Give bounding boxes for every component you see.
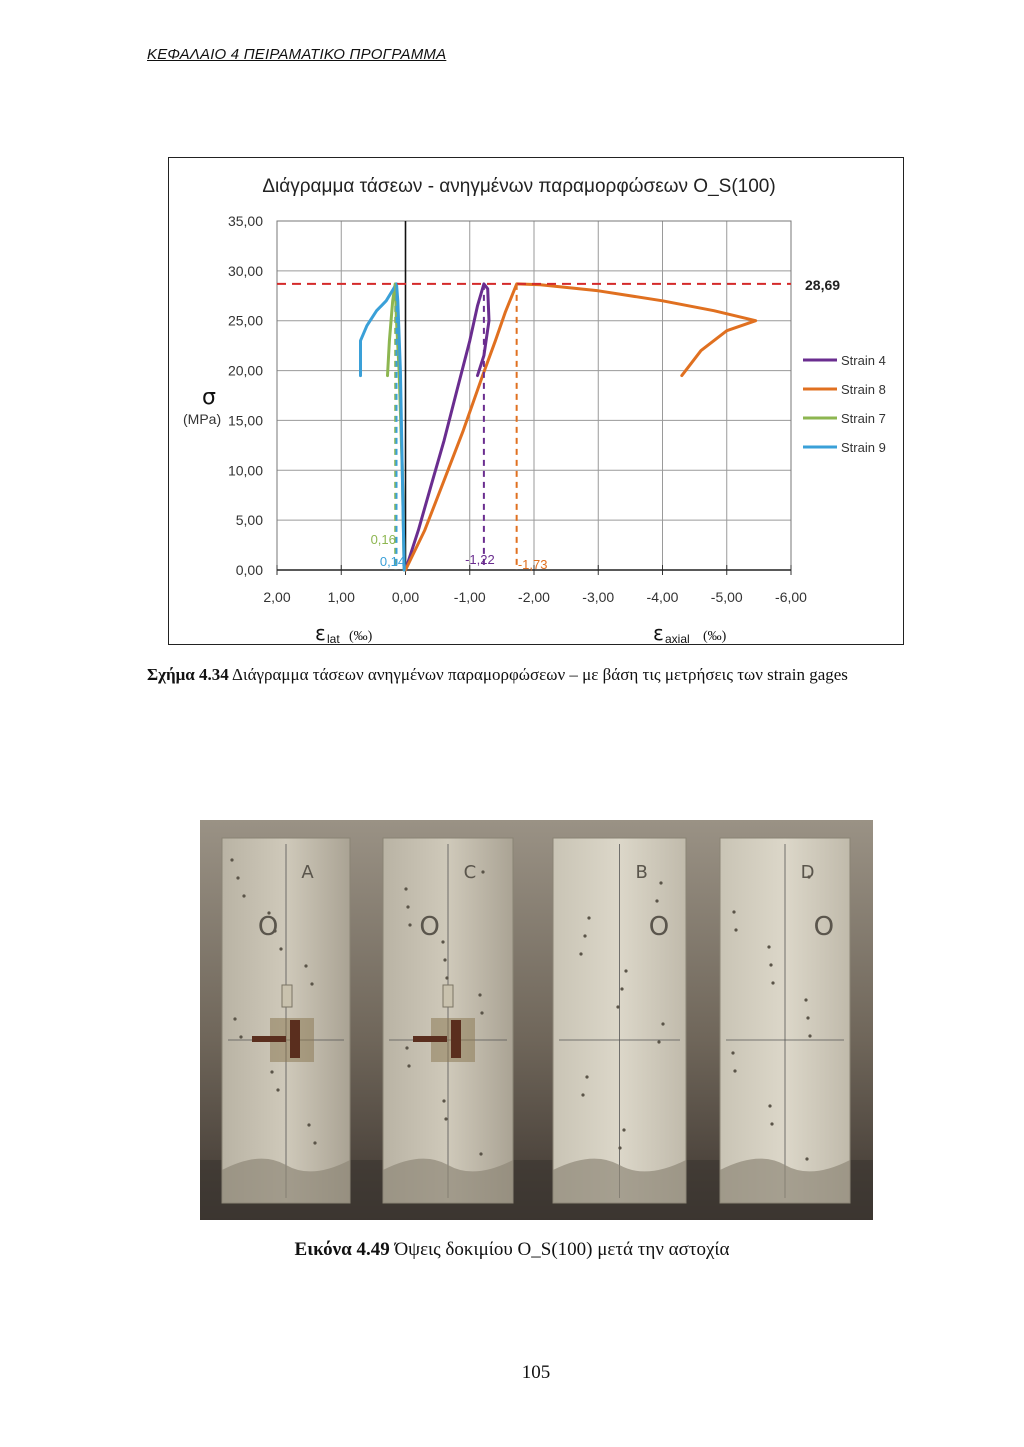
surface-pore bbox=[659, 881, 662, 884]
surface-pore bbox=[270, 1070, 273, 1073]
surface-pore bbox=[805, 1157, 808, 1160]
running-header: ΚΕΦΑΛΑΙΟ 4 ΠΕΙΡΑΜΑΤΙΚΟ ΠΡΟΓΡΑΜΜΑ bbox=[147, 46, 447, 63]
specimen-mark: A bbox=[301, 862, 314, 883]
x-tick-label: -4,00 bbox=[646, 589, 679, 605]
y-tick-label: 35,00 bbox=[227, 213, 263, 229]
x-axial-subscript: axial bbox=[665, 632, 690, 646]
surface-pore bbox=[481, 870, 484, 873]
peak-stress-label: 28,69 bbox=[805, 276, 841, 293]
specimen-photo-illustration bbox=[200, 820, 873, 1220]
x-tick-label: 1,00 bbox=[327, 589, 355, 605]
x-tick-label: -2,00 bbox=[518, 589, 550, 605]
strain-value-label: 0,16 bbox=[370, 532, 396, 547]
surface-pore bbox=[313, 1141, 316, 1144]
face-mark: O bbox=[257, 912, 279, 942]
specimen-mark: D bbox=[800, 862, 815, 883]
gauge-terminal bbox=[282, 985, 292, 1007]
photo-caption bbox=[0, 1239, 1024, 1261]
surface-pore bbox=[239, 1035, 242, 1038]
chart-canvas bbox=[169, 158, 905, 646]
series-line bbox=[361, 284, 405, 570]
surface-pore bbox=[242, 894, 245, 897]
surface-pore bbox=[406, 905, 409, 908]
surface-pore bbox=[236, 876, 239, 879]
surface-pore bbox=[618, 1146, 621, 1149]
legend bbox=[803, 353, 886, 455]
strain-value-label: -1,73 bbox=[517, 557, 548, 572]
legend-label: Strain 4 bbox=[841, 353, 886, 368]
specimen-photo bbox=[200, 820, 873, 1220]
surface-pore bbox=[304, 964, 307, 967]
strain-value-label: -1,22 bbox=[465, 552, 495, 567]
surface-pore bbox=[734, 928, 737, 931]
surface-pore bbox=[230, 858, 233, 861]
surface-pore bbox=[579, 952, 582, 955]
series-layer bbox=[361, 284, 756, 570]
surface-pore bbox=[624, 969, 627, 972]
surface-pore bbox=[478, 993, 481, 996]
y-tick-label: 25,00 bbox=[227, 312, 263, 329]
photo-caption-label: Εικόνα 4.49 bbox=[294, 1239, 390, 1260]
surface-pore bbox=[731, 1051, 734, 1054]
surface-pore bbox=[768, 1104, 771, 1107]
face-mark: O bbox=[419, 912, 440, 942]
strain-gauge-vertical bbox=[290, 1020, 300, 1058]
surface-pore bbox=[585, 1075, 588, 1078]
surface-pore bbox=[405, 1046, 408, 1049]
y-tick-label: 10,00 bbox=[227, 462, 263, 479]
x-axis-label-axial bbox=[653, 621, 727, 646]
x-axis-label-lat bbox=[315, 621, 373, 646]
y-tick-label: 0,00 bbox=[235, 562, 263, 578]
strain-value-label: 0,14 bbox=[379, 554, 406, 569]
surface-pore bbox=[404, 887, 407, 890]
y-tick-label: 15,00 bbox=[227, 412, 263, 429]
page-number: 105 bbox=[521, 1362, 551, 1383]
surface-pore bbox=[479, 1152, 482, 1155]
legend-label: Strain 9 bbox=[841, 440, 886, 455]
surface-pore bbox=[806, 1016, 809, 1019]
legend-label: Strain 7 bbox=[841, 411, 886, 426]
surface-pore bbox=[408, 923, 411, 926]
y-axis-unit: (MPa) bbox=[183, 411, 222, 427]
surface-pore bbox=[733, 1069, 736, 1072]
surface-pore bbox=[279, 947, 282, 950]
figure-caption-label: Σχήμα 4.34 bbox=[147, 665, 229, 684]
surface-pore bbox=[616, 1005, 619, 1008]
x-axial-symbol: ε bbox=[653, 621, 664, 645]
surface-pore bbox=[480, 1011, 483, 1014]
photo-caption-text: Όψεις δοκιμίου O_S(100) μετά την αστοχία bbox=[389, 1239, 730, 1260]
specimen-block bbox=[222, 838, 350, 1203]
gauge-terminal bbox=[443, 985, 453, 1007]
x-tick-label: -3,00 bbox=[582, 589, 615, 605]
surface-pore bbox=[583, 934, 586, 937]
specimen-block bbox=[553, 838, 686, 1203]
grid bbox=[277, 221, 791, 570]
surface-pore bbox=[445, 976, 448, 979]
surface-pore bbox=[441, 940, 444, 943]
x-tick-label: 0,00 bbox=[391, 589, 420, 605]
surface-pore bbox=[620, 987, 623, 990]
specimen-block bbox=[720, 838, 850, 1203]
x-lat-symbol: ε bbox=[315, 621, 326, 645]
x-lat-unit: (‰) bbox=[349, 629, 373, 644]
x-tick-label: -6,00 bbox=[775, 589, 807, 605]
surface-pore bbox=[407, 1064, 410, 1067]
figure-caption-text: Διάγραμμα τάσεων ανηγμένων παραμορφώσεων – με βάση τις μετρήσεις των strain gages bbox=[228, 665, 848, 684]
surface-pore bbox=[276, 1088, 279, 1091]
surface-pore bbox=[622, 1128, 625, 1131]
specimen-mark: B bbox=[635, 862, 648, 883]
surface-pore bbox=[771, 981, 774, 984]
surface-pore bbox=[442, 1099, 445, 1102]
strain-gauge-horizontal bbox=[252, 1036, 286, 1042]
x-tick-label: -1,00 bbox=[453, 589, 486, 605]
surface-pore bbox=[657, 1040, 660, 1043]
strain-gauge-vertical bbox=[451, 1020, 461, 1058]
y-tick-label: 20,00 bbox=[227, 362, 263, 379]
x-axial-unit: (‰) bbox=[703, 629, 727, 644]
x-tick-label: -5,00 bbox=[710, 589, 743, 605]
series-line bbox=[406, 284, 490, 570]
y-axis-symbol: σ bbox=[202, 385, 216, 410]
y-tick-label: 5,00 bbox=[235, 512, 263, 529]
strain-gauge-horizontal bbox=[413, 1036, 447, 1042]
face-mark: O bbox=[813, 912, 835, 942]
x-lat-subscript: lat bbox=[327, 632, 340, 646]
chart-title: Διάγραμμα τάσεων - ανηγμένων παραμορφώσεων O_S(100) bbox=[262, 176, 776, 197]
surface-pore bbox=[444, 1117, 447, 1120]
specimen-mark: C bbox=[463, 862, 477, 883]
surface-pore bbox=[587, 916, 590, 919]
surface-pore bbox=[661, 1022, 664, 1025]
surface-pore bbox=[769, 963, 772, 966]
surface-pore bbox=[804, 998, 807, 1001]
figure-caption bbox=[147, 664, 927, 685]
surface-pore bbox=[732, 910, 735, 913]
stress-strain-chart bbox=[168, 157, 904, 645]
surface-pore bbox=[310, 982, 313, 985]
surface-pore bbox=[770, 1122, 773, 1125]
surface-pore bbox=[767, 945, 770, 948]
y-tick-label: 30,00 bbox=[227, 262, 263, 279]
surface-pore bbox=[443, 958, 446, 961]
surface-pore bbox=[581, 1093, 584, 1096]
surface-pore bbox=[233, 1017, 236, 1020]
legend-label: Strain 8 bbox=[841, 382, 886, 397]
x-tick-label: 2,00 bbox=[263, 589, 291, 605]
surface-pore bbox=[655, 899, 658, 902]
specimen-block bbox=[383, 838, 513, 1203]
series-line bbox=[406, 284, 756, 570]
face-mark: O bbox=[648, 912, 670, 942]
surface-pore bbox=[307, 1123, 310, 1126]
surface-pore bbox=[808, 1034, 811, 1037]
